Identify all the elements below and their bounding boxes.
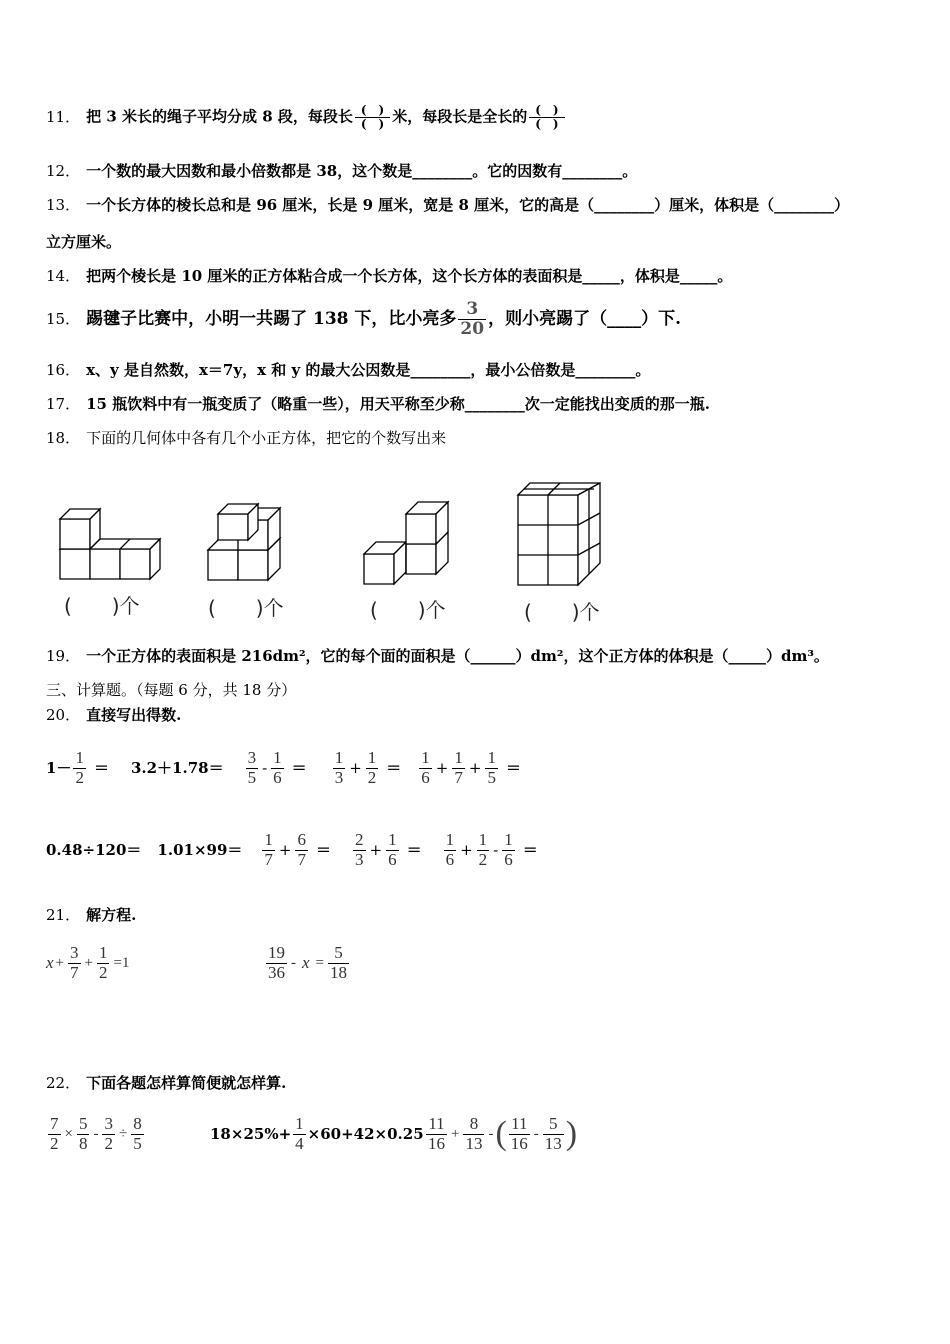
cube-caption-3: ( )个 [370, 598, 446, 622]
cube-figure-3 [364, 502, 448, 584]
question-number: 20． [46, 706, 81, 724]
simplify-expr-1: $\frac{7}{2}$ × $\frac{5}{8}$ - $\frac{3}{2}$ ÷ $\frac{8}{5}$ [50, 1113, 142, 1153]
question-11 [46, 104, 567, 131]
equation-1: x + $\frac{3}{7}$ + $\frac{1}{2}$ =1 [46, 942, 130, 982]
blank-fraction: $\frac{( )}{( )}$ [355, 104, 390, 131]
question-21 [46, 904, 136, 926]
fraction: $\frac{3}{20}$ [460, 299, 485, 339]
question-14 [46, 265, 732, 287]
calc-row-2: 0.48÷120＝ 1.01×99＝ $\frac{1}{7}$ + $\frac{6}{7}$ ＝ $\frac{2}{3}$ + $\frac{1}{6}$ ＝ $\frac{1}{6}$ + $\frac{1}{2}$ - $\frac{1}{6}$ ＝ [46, 829, 538, 869]
cube-figure-4 [518, 483, 600, 585]
cube-figure-2 [208, 504, 280, 580]
cube-figures [50, 470, 610, 595]
question-number: 19． [46, 647, 81, 665]
question-text: ，则小亮踢了（____）下. [488, 309, 682, 329]
cube-caption-2: ( )个 [208, 596, 284, 620]
question-20 [46, 704, 181, 726]
question-text: 下面各题怎样算简便就怎样算. [86, 1074, 287, 1092]
question-text: 15 瓶饮料中有一瓶变质了（略重一些），用天平称至少称________次一定能找出变质的那一瓶. [86, 395, 710, 413]
question-text: 把 3 米长的绳子平均分成 8 段，每段长 [86, 107, 353, 126]
question-13 [46, 194, 849, 216]
blank-fraction: $\frac{( )}{( )}$ [529, 104, 564, 131]
question-15 [46, 296, 681, 342]
question-text: 解方程. [86, 906, 137, 924]
question-text: 踢毽子比赛中，小明一共踢了 138 下，比小亮多 [86, 309, 457, 329]
question-number: 17． [46, 395, 81, 413]
question-text: 米，每段长是全长的 [392, 107, 528, 126]
question-13-cont [46, 231, 121, 253]
question-number: 16． [46, 361, 81, 379]
question-number: 18． [46, 429, 81, 447]
question-number: 22． [46, 1074, 81, 1092]
question-number: 21． [46, 906, 81, 924]
calc-row-1: 1－ $\frac{1}{2}$ ＝ 3.2＋1.78＝ $\frac{3}{5}$ - $\frac{1}{6}$ ＝ $\frac{1}{3}$ + $\frac{1}{2}$ ＝ $\frac{1}{6}$ + $\frac{1}{7}$ + $\frac{1}{5}$ ＝ [46, 747, 521, 787]
question-number: 14． [46, 267, 81, 285]
question-text: 一个正方体的表面积是 216dm²，它的每个面的面积是（______）dm²，这个正方体的体积是（_____）dm³。 [86, 647, 829, 665]
equation-2: $\frac{19}{36}$ - x = $\frac{5}{18}$ [268, 942, 348, 982]
cube-figure-1 [60, 509, 160, 579]
question-12 [46, 160, 637, 182]
question-text: 一个长方体的棱长总和是 96 厘米，长是 9 厘米，宽是 8 厘米，它的高是（________）厘米，体积是（________） [86, 196, 850, 214]
question-text: 下面的几何体中各有几个小正方体，把它的个数写出来 [86, 429, 447, 447]
question-17 [46, 393, 710, 415]
section-heading: 三、计算题。（每题 6 分，共 18 分） [46, 681, 297, 699]
question-number: 15． [46, 310, 81, 328]
simplify-expr-2: 18×25%+ $\frac{1}{4}$ ×60+42×0.25 [210, 1113, 424, 1153]
question-text: x、y 是自然数，x＝7y，x 和 y 的最大公因数是________，最小公倍数是________。 [86, 361, 651, 379]
question-19 [46, 645, 829, 667]
question-text: 直接写出得数. [86, 706, 182, 724]
question-number: 12． [46, 162, 81, 180]
cube-caption-4: ( )个 [524, 600, 600, 624]
simplify-expr-3: $\frac{11}{16}$ + $\frac{8}{13}$ - ( $\frac{11}{16}$ - $\frac{5}{13}$ ) [428, 1113, 578, 1153]
question-text: 一个数的最大因数和最小倍数都是 38，这个数是________。它的因数有________。 [86, 162, 638, 180]
question-16 [46, 359, 650, 381]
question-text: 立方厘米。 [46, 233, 122, 251]
question-22 [46, 1072, 286, 1094]
cube-caption-1: ( )个 [64, 594, 140, 618]
question-text: 把两个棱长是 10 厘米的正方体粘合成一个长方体，这个长方体的表面积是_____，体积是_____。 [86, 267, 733, 285]
question-number: 11． [46, 107, 81, 126]
question-18 [46, 427, 446, 449]
question-number: 13． [46, 196, 81, 214]
